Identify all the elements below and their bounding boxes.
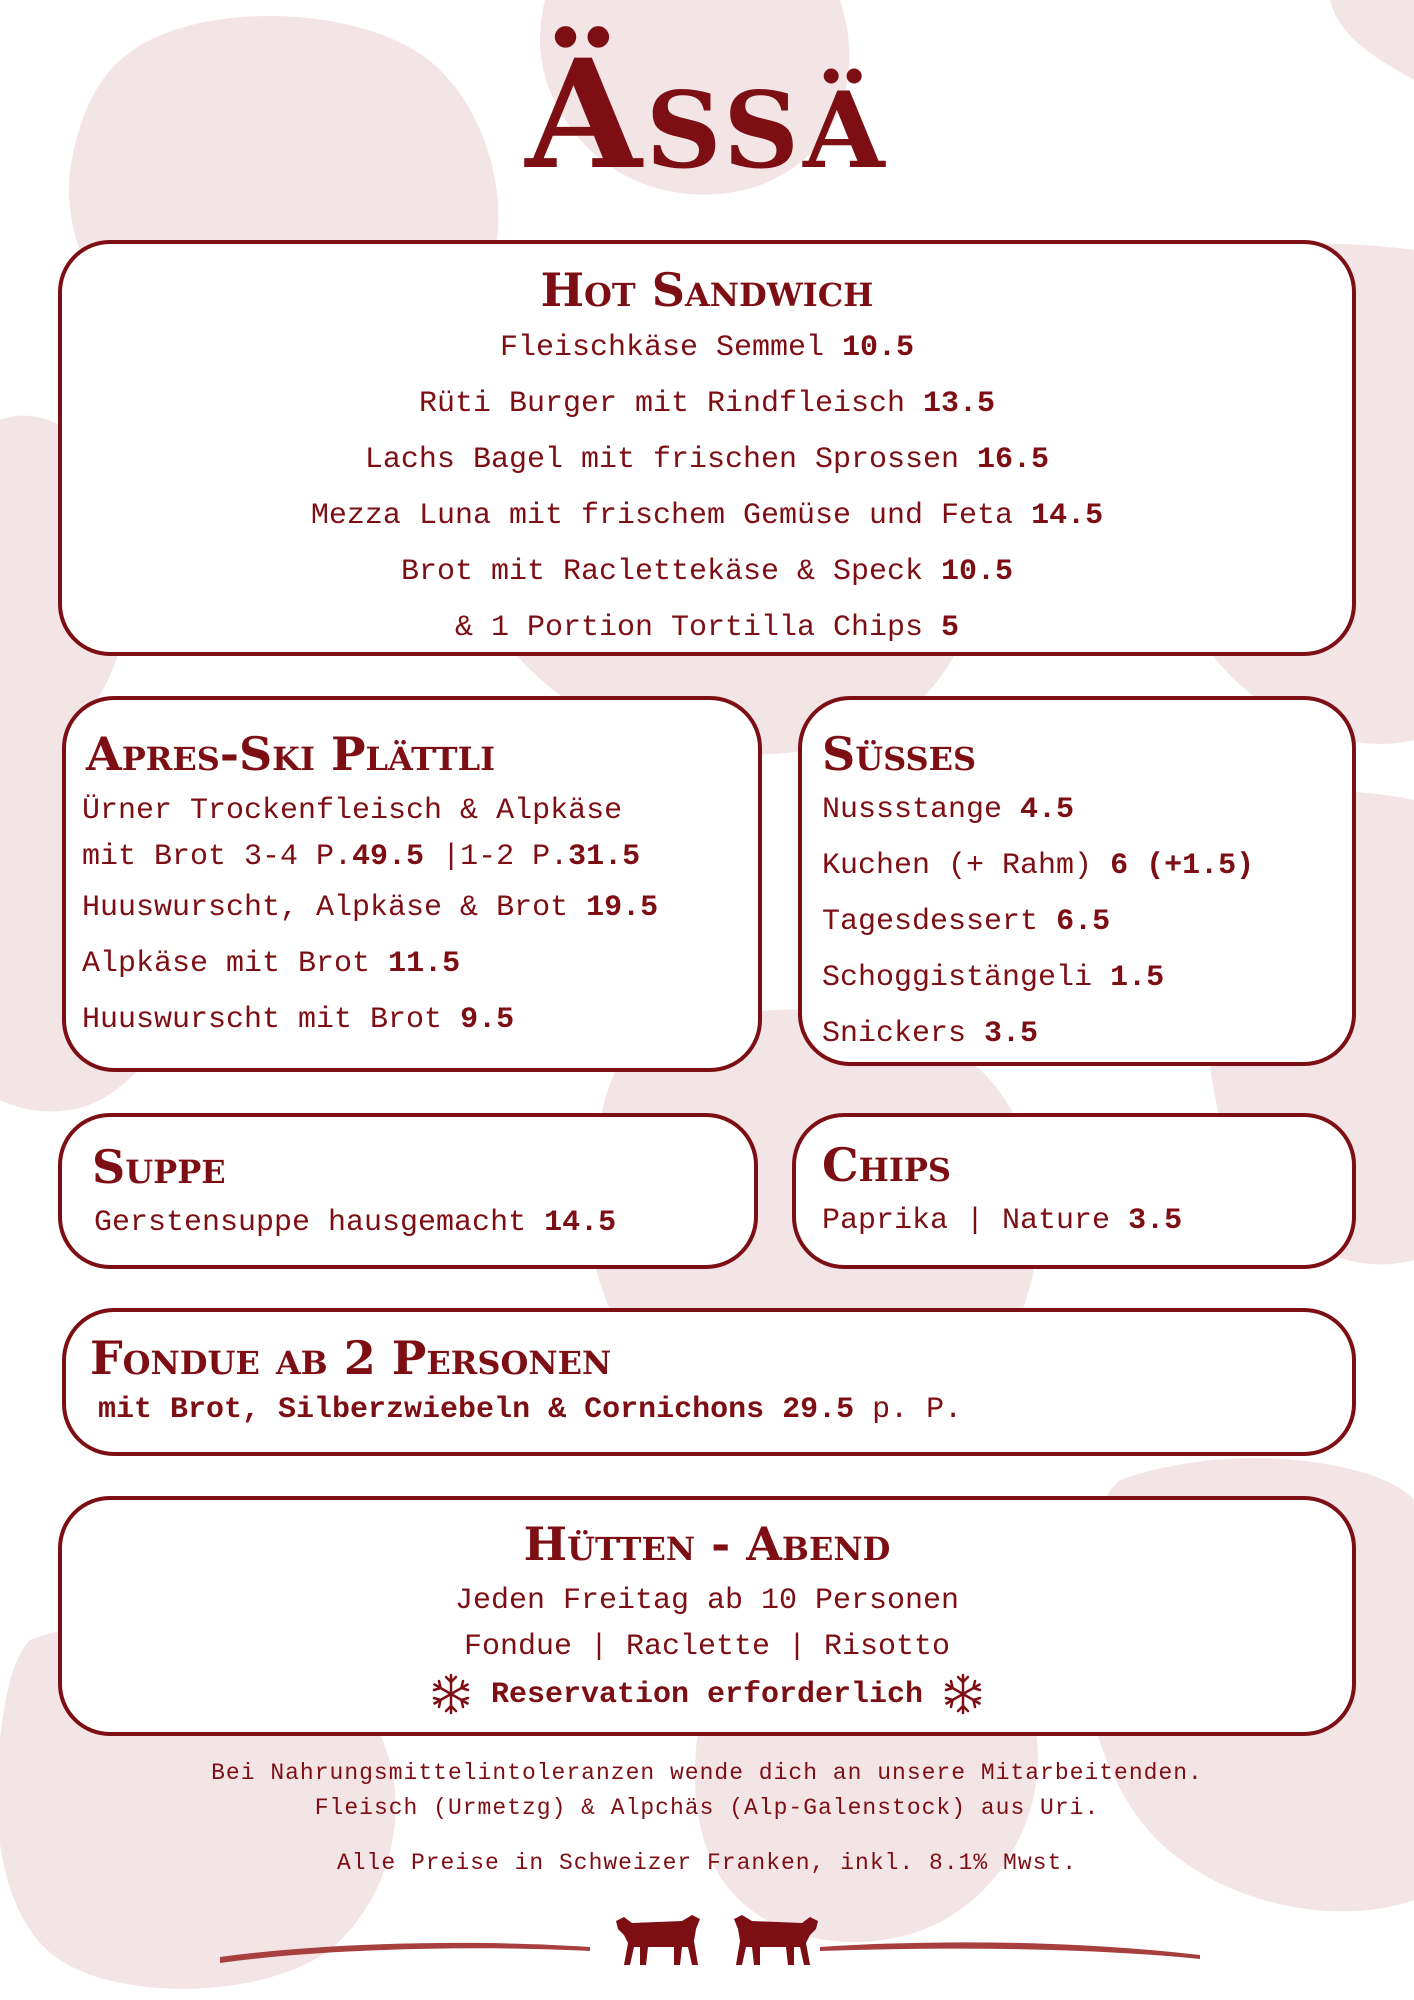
menu-item: Rüti Burger mit Rindfleisch 13.5 bbox=[418, 387, 996, 421]
menu-item: Paprika | Nature 3.5 bbox=[822, 1204, 1183, 1238]
reservation-note: Reservation erforderlich bbox=[62, 1670, 1352, 1720]
snowflake-icon bbox=[429, 1672, 473, 1716]
wave-right bbox=[820, 1942, 1200, 1959]
section-heading: Apres-Ski Plättli bbox=[86, 727, 496, 781]
section-heading: Chips bbox=[822, 1138, 951, 1192]
menu-item: Fleischkäse Semmel 10.5 bbox=[499, 331, 915, 365]
footer-allergy-note: Bei Nahrungsmittelintoleranzen wende dich an unsere Mitarbeitenden. bbox=[211, 1760, 1203, 1786]
cow-icon bbox=[734, 1915, 818, 1965]
menu-item: Huuswurscht mit Brot 9.5 bbox=[82, 1003, 515, 1037]
wave-left bbox=[220, 1943, 590, 1963]
menu-item: & 1 Portion Tortilla Chips 5 bbox=[454, 611, 960, 645]
menu-item: Tagesdessert 6.5 bbox=[822, 905, 1111, 939]
menu-item: mit Brot, Silberzwiebeln & Cornichons 29.5 p. P. bbox=[98, 1393, 963, 1427]
menu-item: Lachs Bagel mit frischen Sprossen 16.5 bbox=[364, 443, 1050, 477]
suesses-section bbox=[798, 696, 1356, 1066]
menu-item: Kuchen (+ Rahm) 6 (+1.5) bbox=[822, 849, 1255, 883]
menu-item: mit Brot 3-4 P.49.5 |1-2 P.31.5 bbox=[82, 840, 641, 874]
section-heading: Hot Sandwich bbox=[540, 263, 874, 317]
hot-sandwich-section bbox=[58, 240, 1356, 656]
menu-item: Ürner Trockenfleisch & Alpkäse bbox=[82, 794, 623, 828]
footer-decoration bbox=[0, 1895, 1414, 1995]
snowflake-icon bbox=[941, 1672, 985, 1716]
section-heading: Suppe bbox=[92, 1140, 226, 1194]
menu-item: Gerstensuppe hausgemacht 14.5 bbox=[94, 1206, 617, 1240]
menu-item: Snickers 3.5 bbox=[822, 1017, 1039, 1051]
menu-item: Mezza Luna mit frischem Gemüse und Feta 14.5 bbox=[310, 499, 1104, 533]
menu-item: Brot mit Raclettekäse & Speck 10.5 bbox=[400, 555, 1014, 589]
event-options: Fondue | Raclette | Risotto bbox=[463, 1630, 951, 1664]
section-heading: Hütten - Abend bbox=[523, 1517, 891, 1571]
footer-price-note: Alle Preise in Schweizer Franken, inkl. 8.1% Mwst. bbox=[336, 1850, 1078, 1876]
chips-section bbox=[792, 1113, 1356, 1269]
suppe-section bbox=[58, 1113, 758, 1269]
restaurant-title: Ässä bbox=[525, 27, 889, 203]
section-heading: Fondue ab 2 Personen bbox=[90, 1331, 612, 1385]
footer-origin-note: Fleisch (Urmetzg) & Alpchäs (Alp-Galenstock) aus Uri. bbox=[314, 1795, 1100, 1821]
menu-item: Huuswurscht, Alpkäse & Brot 19.5 bbox=[82, 891, 659, 925]
menu-item: Nussstange 4.5 bbox=[822, 793, 1075, 827]
apres-ski-section bbox=[62, 696, 762, 1072]
fondue-section bbox=[62, 1308, 1356, 1456]
section-heading: Süsses bbox=[822, 727, 977, 781]
huetten-abend-section bbox=[58, 1496, 1356, 1736]
menu-item: Alpkäse mit Brot 11.5 bbox=[82, 947, 461, 981]
cow-icon bbox=[616, 1915, 700, 1965]
event-info: Jeden Freitag ab 10 Personen bbox=[454, 1584, 960, 1618]
menu-item: Schoggistängeli 1.5 bbox=[822, 961, 1165, 995]
